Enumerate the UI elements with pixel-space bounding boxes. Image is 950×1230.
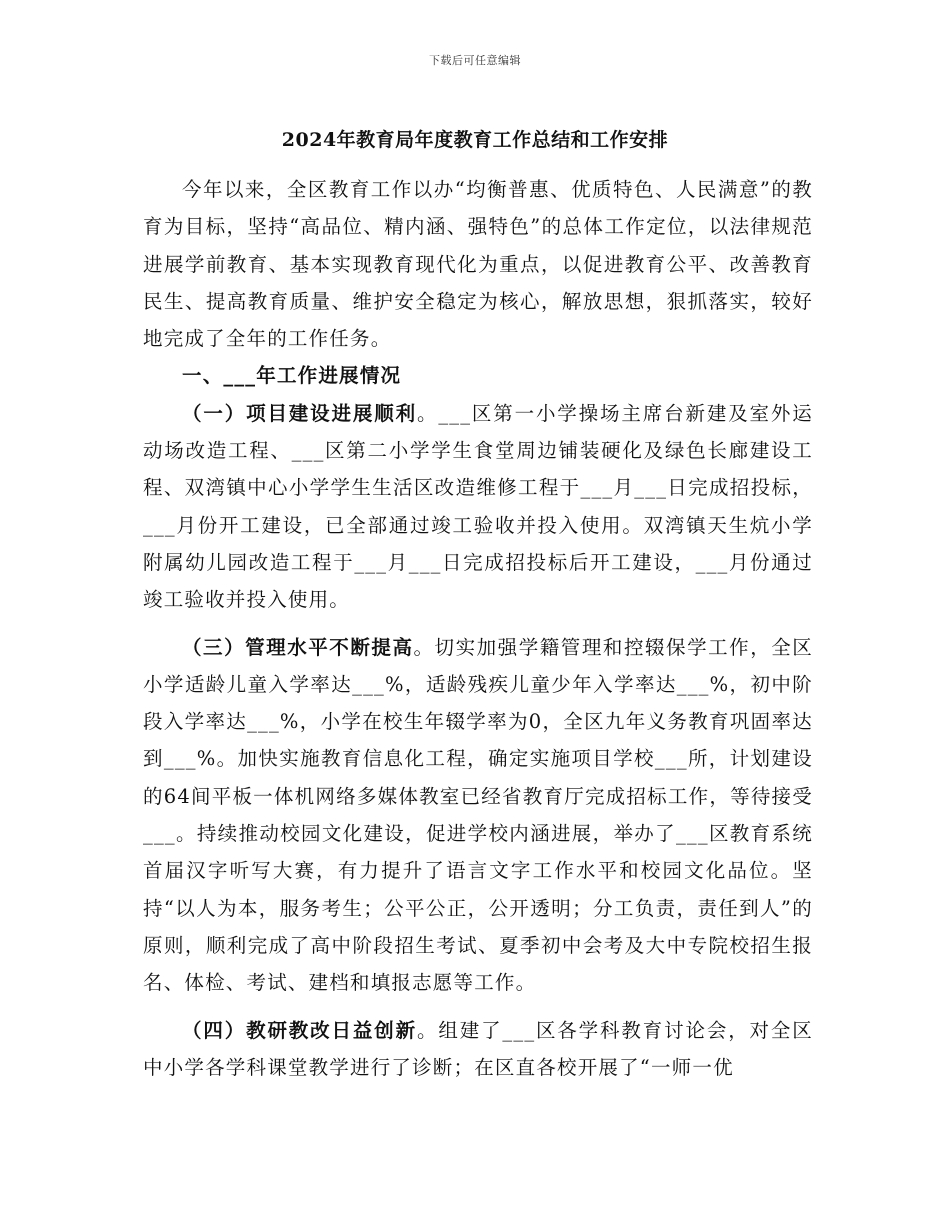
subsection-1-paragraph	[143, 395, 813, 619]
subsection-4-paragraph	[143, 1012, 813, 1087]
subsection-4-body: 。组建了___区各学科教育讨论会，对全区中小学各学科课堂教学进行了诊断；在区直各校开展了“一师一优	[143, 1018, 813, 1079]
subsection-3-lead: （三）管理水平不断提高	[182, 635, 414, 659]
section-heading-1: 一、___年工作进展情况	[182, 364, 402, 388]
subsection-3-paragraph	[143, 629, 813, 1002]
intro-paragraph: 今年以来，全区教育工作以办“均衡普惠、优质特色、人民满意”的教育为目标，坚持“高品位、精内涵、强特色”的总体工作定位，以法律规范进展学前教育、基本实现教育现代化为重点，以促进教育公平、改善教育民生、提高教育质量、维护安全稳定为核心，解放思想，狠抓落实，较好地完成了全年的工作任务。	[143, 178, 813, 351]
subsection-1-body: 。___区第一小学操场主席台新建及室外运动场改造工程、___区第二小学学生食堂周边铺装硬化及绿色长廊建设工程、双湾镇中心小学学生生活区改造维修工程于___月___日完成招投标，___月份开工建设，已全部通过竣工验收并投入使用。双湾镇天生炕小学附属幼儿园改造工程于___月___日完成招投标后开工建设，___月份通过竣工验收并投入使用。	[143, 401, 813, 612]
header-note: 下载后可任意编辑	[429, 54, 521, 67]
page-title: 2024年教育局年度教育工作总结和工作安排	[281, 129, 669, 151]
subsection-1-lead: （一）项目建设进展顺利	[182, 401, 417, 425]
document-body	[143, 171, 813, 1086]
subsection-3-body: 。切实加强学籍管理和控辍保学工作，全区小学适龄儿童入学率达___%，适龄残疾儿童少年入学率达___%，初中阶段入学率达___%，小学在校生年辍学率为0，全区九年义务教育巩固率达到___%。加快实施教育信息化工程，确定实施项目学校___所，计划建设的64间平板一体机网络多媒体教室已经省教育厅完成招标工作，等待接受___。持续推动校园文化建设，促进学校内涵进展，举办了___区教育系统首届汉字听写大赛，有力提升了语言文字工作水平和校园文化品位。坚持“以人为本，服务考生；公平公正，公开透明；分工负责，责任到人”的原则，顺利完成了高中阶段招生考试、夏季初中会考及大中专院校招生报名、体检、考试、建档和填报志愿等工作。	[143, 635, 813, 995]
subsection-4-lead: （四）教研教改日益创新	[182, 1018, 417, 1042]
